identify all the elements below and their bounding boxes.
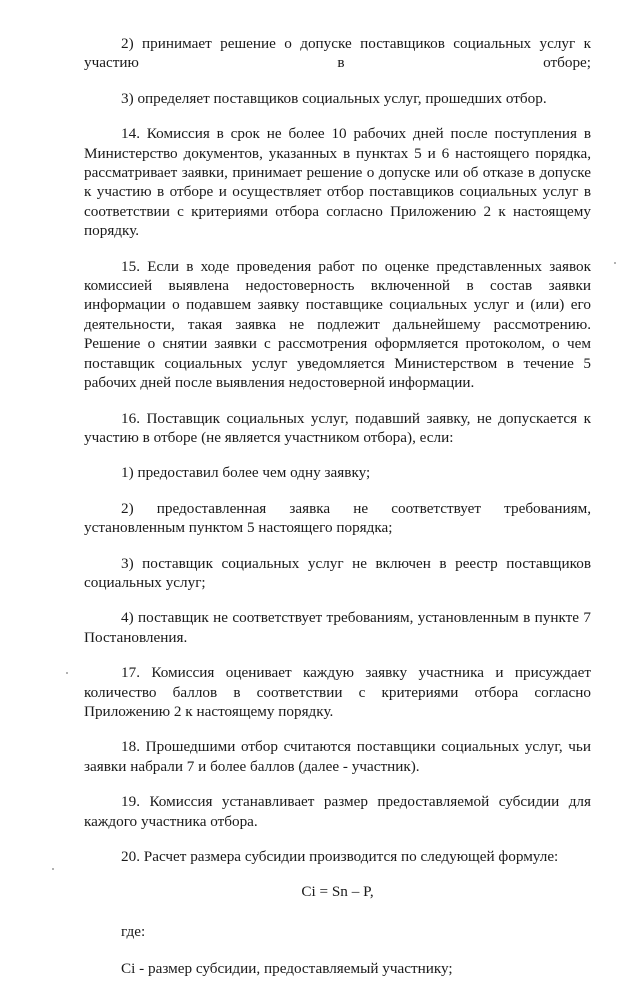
paragraph-clause-16: 16. Поставщик социальных услуг, подавший заявку, не допускается к участию в отборе (не является участником отбора), если:: [84, 409, 591, 446]
paragraph-item-3-determine: 3) определяет поставщиков социальных услуг, прошедших отбор.: [121, 89, 547, 107]
definition-ci: Ci - размер субсидии, предоставляемый участнику;: [121, 960, 453, 978]
where-label: где:: [121, 922, 146, 940]
paragraph-clause-17: 17. Комиссия оценивает каждую заявку участника и присуждает количество баллов в соответствии с критериями отбора согласно Приложению 2 к настоящему порядку.: [84, 664, 591, 720]
paragraph-condition-2: 2) предоставленная заявка не соответствует требованиям, установленным пунктом 5 настоящего порядка;: [84, 499, 591, 537]
scan-speck: [52, 868, 54, 870]
scan-speck: [66, 672, 68, 674]
document-text: [84, 34, 591, 995]
paragraph-clause-20: 20. Расчет размера субсидии производится по следующей формуле:: [121, 848, 559, 865]
paragraph-clause-15: 15. Если в ходе проведения работ по оценке представленных заявок комиссией выявлена недостоверность включенной в состав заявки информации о подавшем заявку поставщике социальных услуг и (или) его деятельности, такая заявка не подлежит дальнейшему рассмотрению. Решение о снятии заявки с рассмотрения оформляется протоколом, о чем поставщик социальных услуг уведомляется Министерством в течение 5 рабочих дней после выявления недостоверной информации.: [84, 257, 591, 392]
paragraph-clause-19: 19. Комиссия устанавливает размер предоставляемой субсидии для каждого участника отбора.: [84, 793, 591, 830]
paragraph-condition-3: 3) поставщик социальных услуг не включен в реестр поставщиков социальных услуг;: [84, 554, 591, 591]
paragraph-condition-1: 1) предоставил более чем одну заявку;: [121, 464, 371, 482]
paragraph-clause-18: 18. Прошедшими отбор считаются поставщики социальных услуг, чьи заявки набрали 7 и более баллов (далее - участник).: [84, 738, 591, 775]
subsidy-formula: Ci = Sn – P,: [301, 883, 374, 901]
paragraph-condition-4: 4) поставщик не соответствует требованиям, установленным в пункте 7 Постановления.: [84, 609, 591, 646]
scan-speck: [614, 262, 616, 264]
paragraph-item-2-admission: 2) принимает решение о допуске поставщиков социальных услуг к участию в отборе;: [84, 35, 591, 72]
paragraph-clause-14: 14. Комиссия в срок не более 10 рабочих дней после поступления в Министерство документов, указанных в пунктах 5 и 6 настоящего порядка, рассматривает заявки, принимает решение о допуске или об отказе в допуске к участию в отборе и осуществляет отбор поставщиков социальных услуг в соответствии с критериями отбора согласно Приложению 2 к настоящему порядку.: [84, 125, 591, 240]
